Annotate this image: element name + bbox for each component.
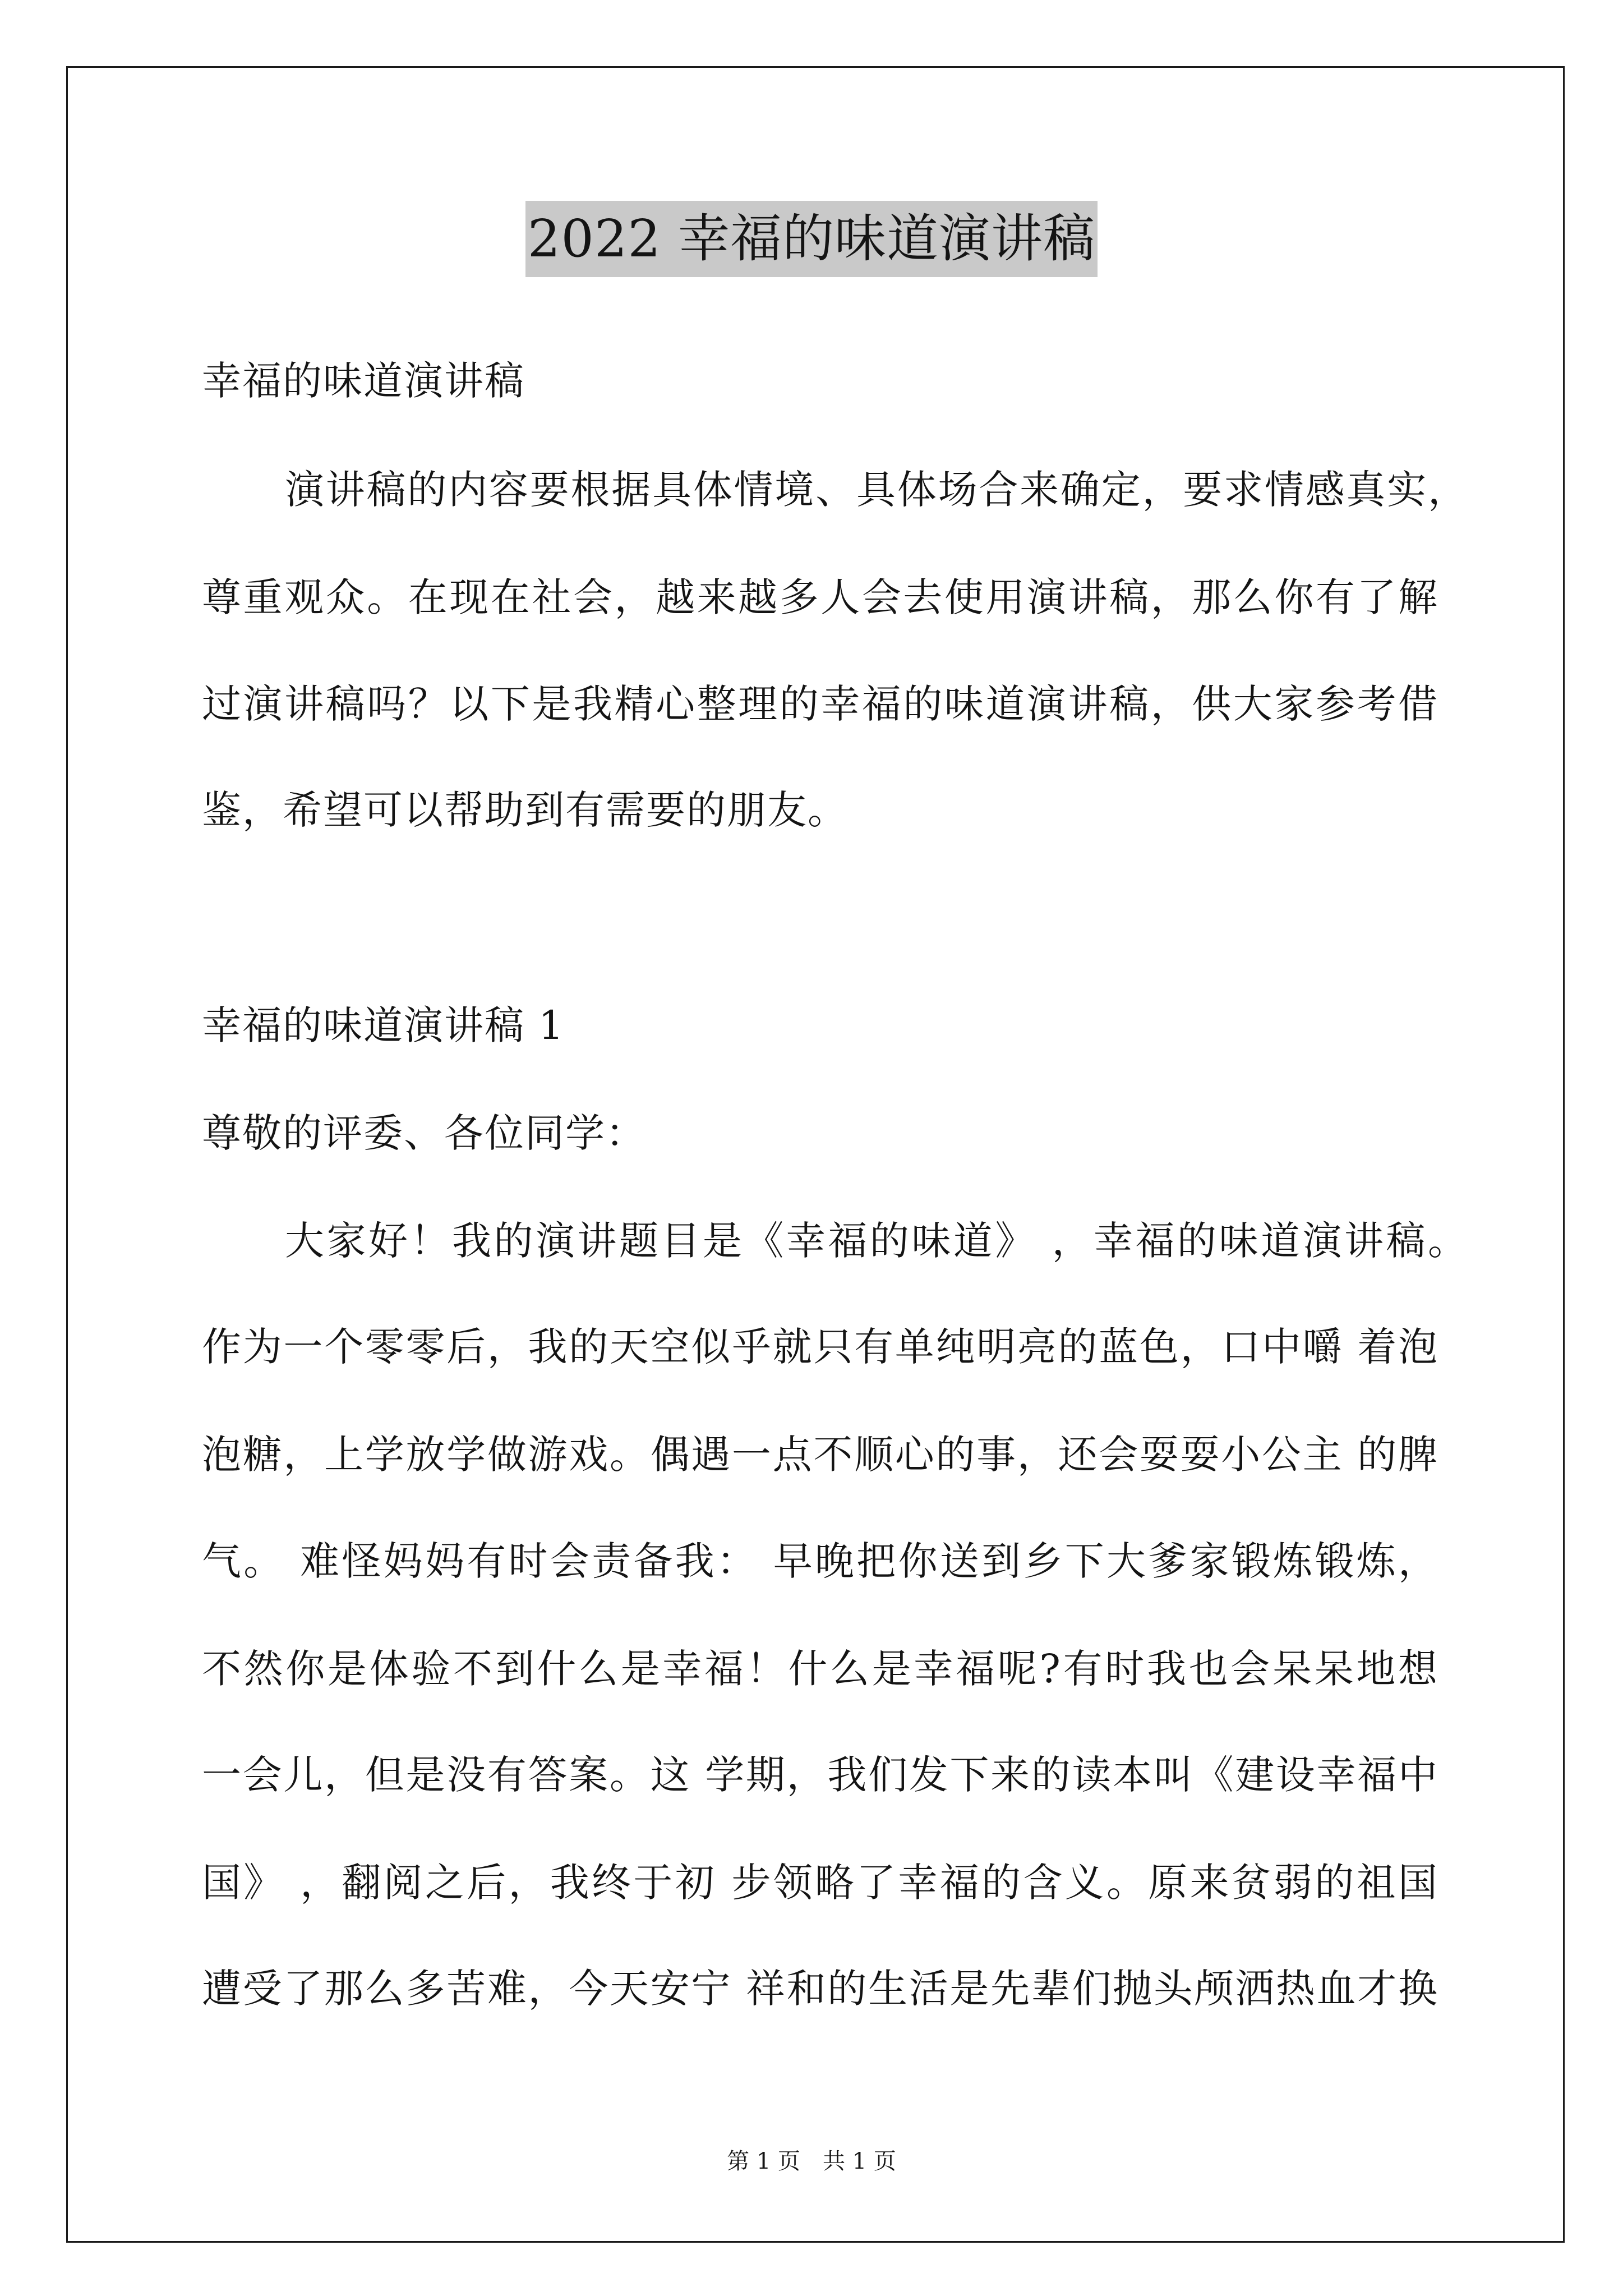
paragraph-line: 鉴，希望可以帮助到有需要的朋友。 xyxy=(202,787,848,833)
paragraph-line: 过演讲稿吗？以下是我精心整理的幸福的味道演讲稿，供大家参考借 xyxy=(202,681,1437,727)
section-heading: 幸福的味道演讲稿 xyxy=(202,358,525,404)
paragraph-line: 泡糖，上学放学做游戏。偶遇一点不顺心的事，还会耍耍小公主 的脾 xyxy=(202,1432,1437,1478)
paragraph-line: 气。 难怪妈妈有时会责备我： 早晚把你送到乡下大爹家锻炼锻炼， xyxy=(202,1538,1437,1584)
section-heading: 幸福的味道演讲稿 1 xyxy=(202,1002,565,1048)
paragraph-line: 国》 ，翻阅之后，我终于初 步领略了幸福的含义。原来贫弱的祖国 xyxy=(202,1860,1437,1906)
paragraph-line: 大家好！我的演讲题目是《幸福的味道》 ，幸福的味道演讲稿。 xyxy=(285,1218,1467,1264)
paragraph-line: 尊重观众。在现在社会，越来越多人会去使用演讲稿，那么你有了解 xyxy=(202,574,1437,620)
document-title: 2022 幸福的味道演讲稿 xyxy=(525,201,1098,277)
paragraph-line: 演讲稿的内容要根据具体情境、具体场合来确定，要求情感真实， xyxy=(285,467,1467,513)
paragraph-line: 不然你是体验不到什么是幸福！什么是幸福呢?有时我也会呆呆地想 xyxy=(202,1646,1437,1692)
paragraph-line: 作为一个零零后，我的天空似乎就只有单纯明亮的蓝色，口中嚼 着泡 xyxy=(202,1324,1437,1370)
page-footer: 第 1 页 共 1 页 xyxy=(727,2148,896,2174)
title-container xyxy=(0,201,1623,277)
paragraph-line: 遭受了那么多苦难，今天安宁 祥和的生活是先辈们抛头颅洒热血才换 xyxy=(202,1966,1437,2012)
paragraph-line: 一会儿，但是没有答案。这 学期，我们发下来的读本叫《建设幸福中 xyxy=(202,1752,1437,1798)
salutation: 尊敬的评委、各位同学： xyxy=(202,1110,646,1156)
